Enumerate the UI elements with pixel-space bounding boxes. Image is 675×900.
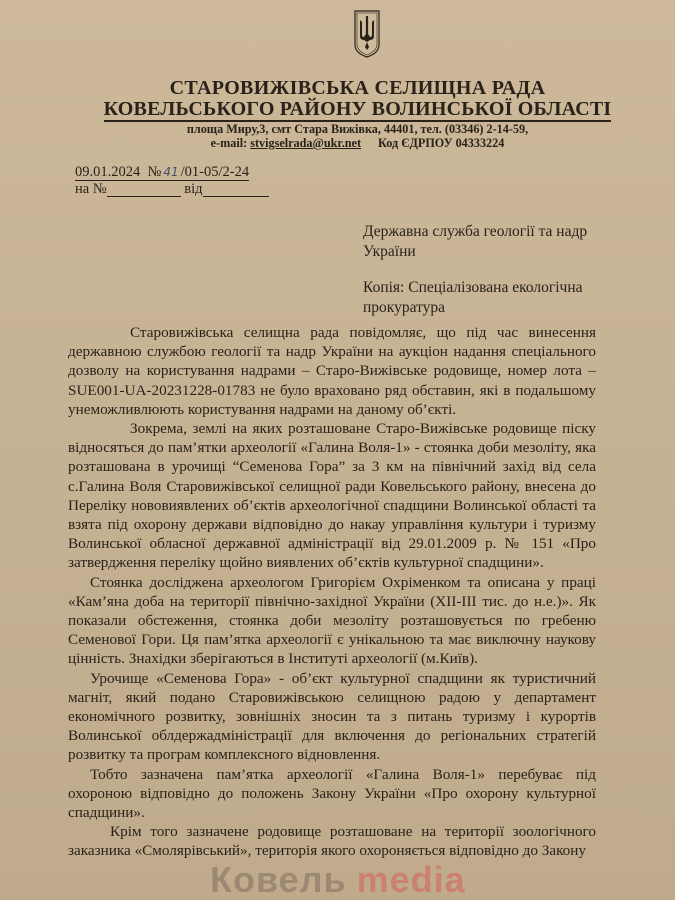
number-sign: № xyxy=(147,164,162,180)
copy-recipient-block xyxy=(363,278,583,318)
number-suffix: /01-05/2-24 xyxy=(180,164,250,180)
body-paragraph: Зокрема, землі на яких розташоване Старо-Вижівське родовище піску відносяться до пам’ятки археології «Галина Воля-1» - стоянка доби мезоліту, яка розташована в урочищі “Семенова Гора” за 3 км на північний захід від села с.Галина Воля Старовижівської селищної ради Ковельського району, внесена до Переліку нововиявлених об’єктів археологічної спадщини Волинської області та взята під охорону держави відповідно до накау управління культури і туризму Волинської обласної державної адміністрації від 29.01.2009 р. № 151 «Про затвердження переліку щойно виявлених об’єктів культурної спадщини». xyxy=(68,420,596,572)
organization-region-text: КОВЕЛЬСЬКОГО РАЙОНУ ВОЛИНСЬКОЇ ОБЛАСТІ xyxy=(103,98,612,120)
organization-contacts xyxy=(0,136,675,151)
watermark-part-2: media xyxy=(356,859,466,900)
incoming-reference xyxy=(75,182,269,197)
edrpou-code: Код ЄДРПОУ 04333224 xyxy=(378,136,505,150)
copy-recipient-line: прокуратура xyxy=(363,299,446,316)
reply-number-label: на № xyxy=(75,181,107,197)
body-paragraph: Урочище «Семенова Гора» - об’єкт культурної спадщини як туристичний магніт, який подано Старовижівською селищною радою у департамент економічного розвитку, зовнішніх зносин та з питань туризму і курортів Волинської облдержадміністрації для включення до регіональних стратегій розвитку та програм комплексного відновлення. xyxy=(68,669,596,764)
email-link[interactable]: stvigselrada@ukr.net xyxy=(250,136,361,150)
outgoing-reference xyxy=(75,165,249,181)
copy-recipient-line: Копія: Спеціалізована екологічна xyxy=(363,279,583,296)
reply-date-label: від xyxy=(184,181,203,197)
body-paragraph: Старовижівська селищна рада повідомляє, що під час винесення державною службою геології та надр України на аукціон надання спеціального дозволу на користування надрами – Старо-Вижівське родовище, номер лота – SUE001-UA-20231228-01783 не було враховано ряд обставин, які в подальшому унеможливлюють користування надрами на даному об’єкті. xyxy=(68,324,596,418)
organization-region xyxy=(0,98,675,121)
body-paragraph: Стоянка досліджена археологом Григорієм Охріменком та описана у праці «Кам’яна доба на території північно-західної України (ХІІ-ІІІ тис. до н.е.)». Як показали обстеження, стоянка доби мезоліту розташовується по гребеню Семенової Гори. Ця пам’ятка археології є унікальною та має виключну наукову цінність. Знахідки зберігаються в Інституті археології (м.Київ). xyxy=(68,573,596,668)
addressee-block xyxy=(363,222,587,262)
handwritten-number: 41 xyxy=(163,165,179,179)
letter-body xyxy=(68,323,596,861)
letter-date: 09.01.2024 xyxy=(75,164,141,180)
watermark xyxy=(210,859,466,900)
addressee-line: України xyxy=(363,243,416,260)
reply-number-blank xyxy=(107,196,181,197)
body-paragraph: Тобто зазначена пам’ятка археології «Галина Воля-1» перебуває під охороною відповідно до положень Закону України «Про охорону культурної спадщини». xyxy=(68,765,596,822)
email-label: e-mail: xyxy=(210,136,248,150)
organization-name: СТАРОВИЖІВСЬКА СЕЛИЩНА РАДА xyxy=(169,77,546,99)
ukraine-trident-icon xyxy=(353,9,381,59)
watermark-part-1: Ковель xyxy=(210,859,347,900)
reply-date-blank xyxy=(203,196,269,197)
organization-address: площа Миру,3, смт Стара Вижівка, 44401, тел. (03346) 2-14-59, xyxy=(186,122,529,136)
addressee-line: Державна служба геології та надр xyxy=(363,223,588,240)
body-paragraph: Крім того зазначене родовище розташоване на території зоологічного заказника «Смолярівський», територія якого охороняється відповідно до Закону xyxy=(68,823,596,860)
